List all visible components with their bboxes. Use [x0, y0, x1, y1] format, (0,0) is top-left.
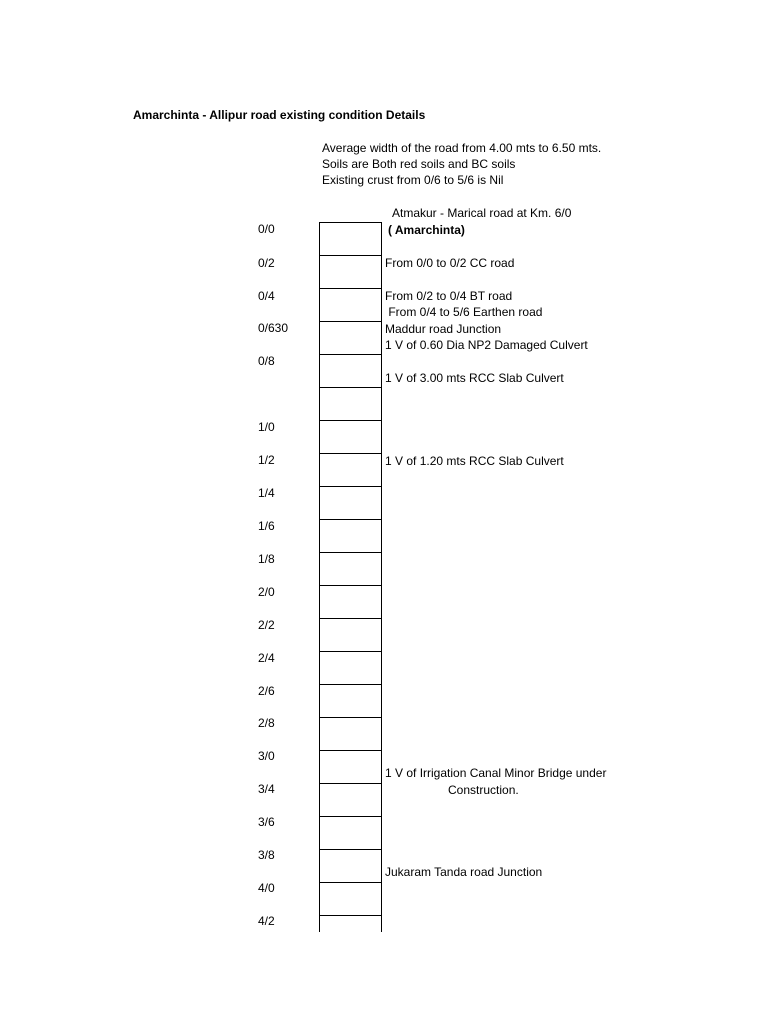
annotation-bt-road: From 0/2 to 0/4 BT road — [385, 289, 513, 303]
chainage-label: 4/2 — [258, 914, 275, 928]
road-segment — [319, 222, 382, 256]
annotation-rcc-slab-3m: 1 V of 3.00 mts RCC Slab Culvert — [385, 371, 564, 385]
road-segment — [319, 288, 382, 322]
annotation-maddur-junction: Maddur road Junction — [385, 322, 502, 336]
annotation-canal-bridge: 1 V of Irrigation Canal Minor Bridge under — [385, 766, 607, 780]
road-segment — [319, 255, 382, 289]
road-segment — [319, 915, 382, 932]
chainage-label: 2/0 — [258, 585, 275, 599]
road-segment — [319, 354, 382, 388]
chainage-label: 1/8 — [258, 552, 275, 566]
annotation-cc-road: From 0/0 to 0/2 CC road — [385, 256, 515, 270]
chainage-label: 2/2 — [258, 618, 275, 632]
road-segment — [319, 684, 382, 718]
chainage-label: 0/630 — [258, 321, 289, 335]
chainage-label: 0/0 — [258, 222, 275, 236]
annotation-jukaram-junction: Jukaram Tanda road Junction — [385, 865, 543, 879]
road-segment — [319, 552, 382, 586]
road-segment — [319, 849, 382, 883]
road-segment — [319, 486, 382, 520]
chainage-label: 2/6 — [258, 684, 275, 698]
chainage-label: 1/0 — [258, 420, 275, 434]
annotation-rcc-slab-1-2m: 1 V of 1.20 mts RCC Slab Culvert — [385, 454, 564, 468]
chainage-label: 0/2 — [258, 256, 275, 270]
start-point-road: Atmakur - Marical road at Km. 6/0 — [392, 206, 572, 220]
road-segment — [319, 750, 382, 784]
chainage-label: 1/4 — [258, 486, 275, 500]
chainage-label: 3/0 — [258, 749, 275, 763]
chainage-label: 4/0 — [258, 881, 275, 895]
intro-line-crust: Existing crust from 0/6 to 5/6 is Nil — [322, 173, 504, 187]
chainage-label: 1/6 — [258, 519, 275, 533]
start-point-village: ( Amarchinta) — [388, 223, 465, 237]
chainage-label: 2/8 — [258, 716, 275, 730]
chainage-label: 1/2 — [258, 453, 275, 467]
road-segment — [319, 519, 382, 553]
annotation-construction: Construction. — [448, 783, 519, 797]
intro-line-soils: Soils are Both red soils and BC soils — [322, 157, 516, 171]
road-segment — [319, 816, 382, 850]
chainage-label: 0/8 — [258, 354, 275, 368]
chainage-label: 3/6 — [258, 815, 275, 829]
road-segment — [319, 717, 382, 751]
annotation-np2-culvert: 1 V of 0.60 Dia NP2 Damaged Culvert — [385, 338, 588, 352]
chainage-label: 3/8 — [258, 848, 275, 862]
road-segment — [319, 420, 382, 454]
document-title: Amarchinta - Allipur road existing condition Details — [133, 108, 426, 122]
intro-line-width: Average width of the road from 4.00 mts to 6.50 mts. — [322, 141, 602, 155]
road-segment — [319, 585, 382, 619]
road-segment — [319, 387, 382, 421]
road-segment — [319, 783, 382, 817]
chainage-label: 3/4 — [258, 782, 275, 796]
road-segment — [319, 882, 382, 916]
annotation-earthen-road: From 0/4 to 5/6 Earthen road — [385, 305, 543, 319]
road-segment — [319, 618, 382, 652]
chainage-label: 0/4 — [258, 289, 275, 303]
road-segment — [319, 321, 382, 355]
road-segment — [319, 651, 382, 685]
chainage-label: 2/4 — [258, 651, 275, 665]
road-segment — [319, 453, 382, 487]
